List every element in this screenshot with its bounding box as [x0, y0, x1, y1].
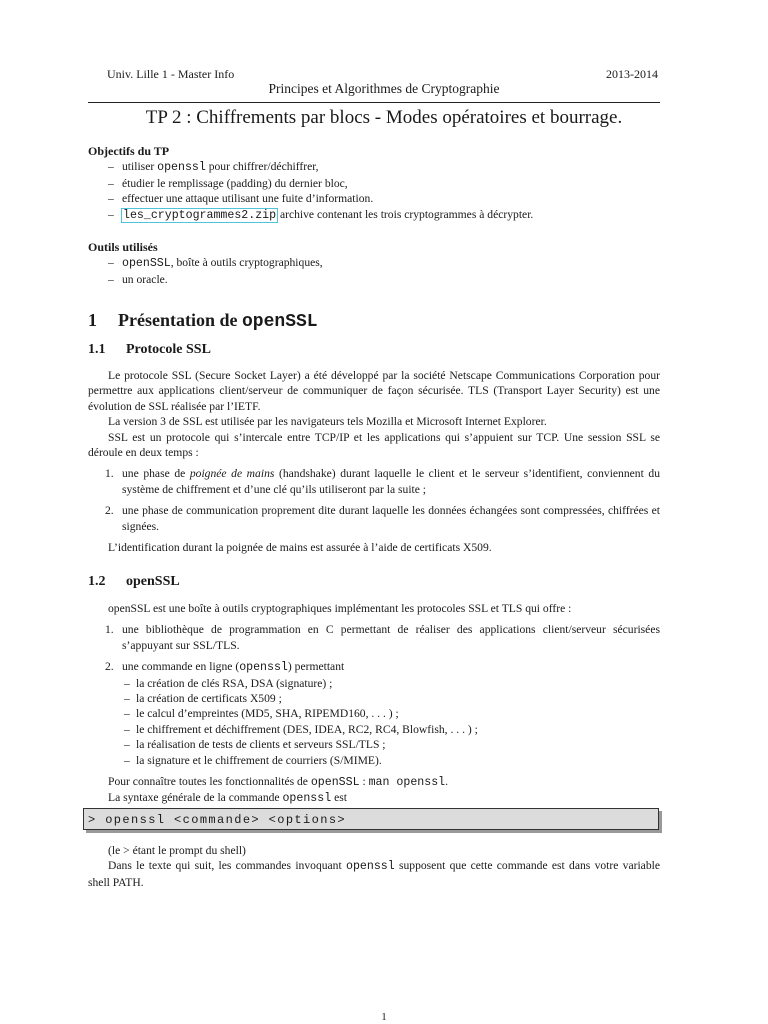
header-course-title: Principes et Algorithmes de Cryptographie — [268, 81, 500, 96]
paragraph: Pour connaître toutes les fonctionnalités de openSSL : man openssl. — [108, 775, 449, 790]
sub-list-item: – la réalisation de tests de clients et serveurs SSL/TLS ; — [124, 738, 386, 752]
section-1-2-body — [88, 601, 660, 807]
header-institution: Univ. Lille 1 - Master Info — [107, 67, 235, 81]
page-number: 1 — [381, 1011, 387, 1023]
header-rule — [88, 102, 660, 103]
section-1-2-footer — [88, 843, 660, 890]
header-year: 2013-2014 — [606, 67, 658, 81]
list-item: – les_cryptogrammes2.zip archive contenant les trois cryptogrammes à décrypter. — [108, 207, 534, 222]
objectives-section — [88, 144, 660, 223]
page-title: TP 2 : Chiffrements par blocs - Modes opératoires et bourrage. — [145, 107, 623, 128]
paragraph: SSL est un protocole qui s’intercale entre TCP/IP et les applications qui s’appuient sur TCP. Une session SSL se déroule en deux temps : — [88, 430, 660, 460]
list-item: 2. une phase de communication proprement dite durant laquelle les données échangées sont compressées, chiffrées et signées. — [105, 504, 660, 533]
archive-file-link[interactable]: les_cryptogrammes2.zip — [123, 208, 277, 222]
paragraph: (le > étant le prompt du shell) — [108, 844, 246, 857]
list-item: – utiliser openssl pour chiffrer/déchiffrer, — [108, 160, 319, 175]
objectives-heading: Objectifs du TP — [88, 144, 170, 158]
section-heading-1: 1 Présentation de openSSL — [88, 310, 318, 332]
list-item: – openSSL, boîte à outils cryptographiques, — [108, 256, 323, 271]
sub-list-item: – le calcul d’empreintes (MD5, SHA, RIPEMD160, . . . ) ; — [124, 707, 399, 721]
paragraph: Dans le texte qui suit, les commandes invoquant openssl supposent que cette commande est dans votre variable shell PATH. — [88, 859, 660, 889]
paragraph: La syntaxe générale de la commande openssl est — [108, 791, 347, 806]
sub-list-item: – la création de certificats X509 ; — [124, 692, 282, 706]
list-item: – un oracle. — [108, 272, 168, 286]
paragraph: openSSL est une boîte à outils cryptographiques implémentant les protocoles SSL et TLS qui offre : — [108, 602, 572, 615]
sub-list-item: – la signature et le chiffrement de courriers (S/MIME). — [124, 753, 382, 767]
command-example-box: > openssl <commande> <options> — [83, 808, 659, 830]
list-item: – étudier le remplissage (padding) du dernier bloc, — [108, 176, 348, 190]
tools-heading: Outils utilisés — [88, 240, 158, 254]
list-item: 2. une commande en ligne (openssl) permettant — [105, 660, 345, 675]
list-item: – effectuer une attaque utilisant une fuite d’information. — [108, 192, 374, 206]
sub-list-item: – le chiffrement et déchiffrement (DES, IDEA, RC2, RC4, Blowfish, . . . ) ; — [124, 722, 478, 736]
list-item: 1. une phase de poignée de mains (handshake) durant laquelle le client et le serveur s’identifient, conviennent du système de chiffrement et d’une clé qu’ils utiliseront par la suite ; — [105, 467, 661, 496]
paragraph: L’identification durant la poignée de mains est assurée à l’aide de certificats X509. — [108, 541, 492, 555]
list-item: 1. une bibliothèque de programmation en C permettant de réaliser des applications client/serveur sécurisées s’appuyant sur SSL/TLS. — [105, 623, 660, 652]
section-1-1-body — [88, 368, 660, 555]
sub-list-item: – la création de clés RSA, DSA (signature) ; — [124, 676, 333, 690]
paragraph: La version 3 de SSL est utilisée par les navigateurs tels Mozilla et Microsoft Internet Explorer. — [108, 415, 547, 429]
section-heading-1-2: 1.2 openSSL — [88, 574, 180, 589]
section-heading-1-1: 1.1 Protocole SSL — [88, 342, 211, 357]
tools-section — [88, 240, 660, 287]
paragraph: Le protocole SSL (Secure Socket Layer) a été développé par la société Netscape Communications Corporation pour permettre aux applications client/serveur de communiquer de façon sécurisée. TLS (Transport Layer Security) est une évolution de SSL réalisée par l’IETF. — [88, 369, 660, 413]
